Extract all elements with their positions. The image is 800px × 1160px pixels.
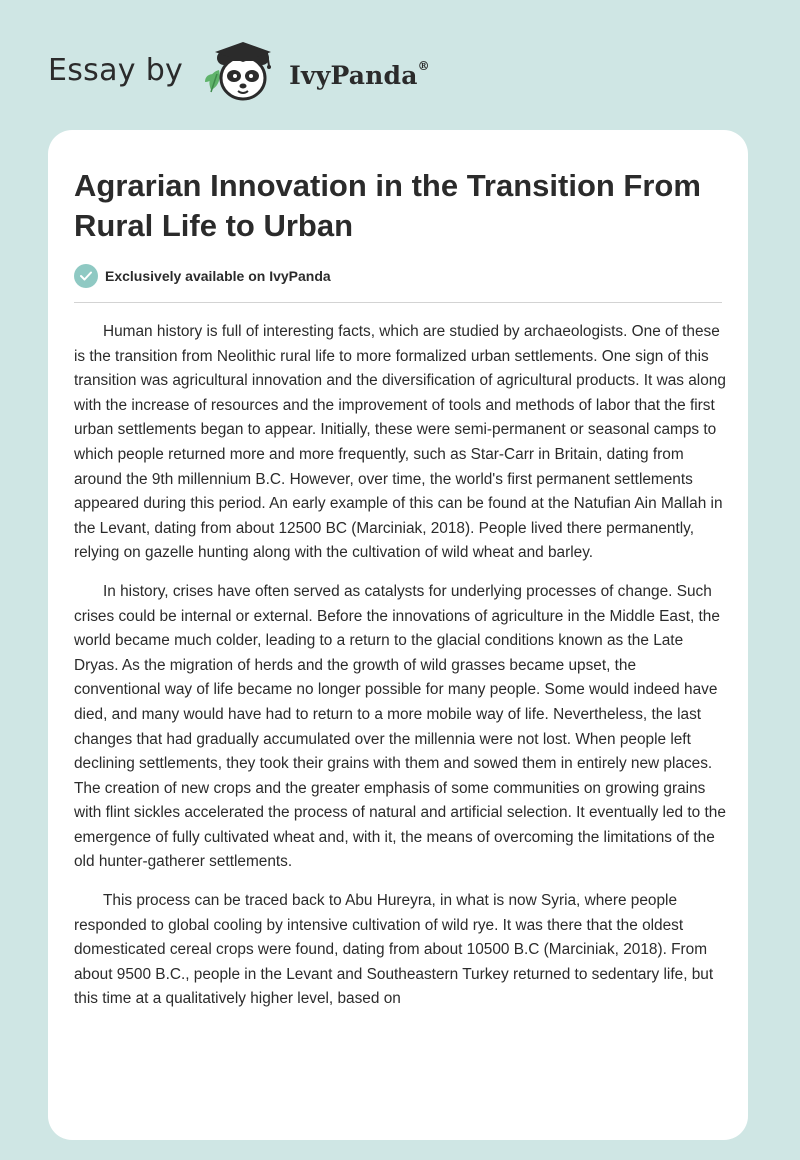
- paragraph: In history, crises have often served as catalysts for underlying processes of change. Such crises could be internal or external. Before the innovations of agriculture in the Middle East, the world became much colder, leading to a return to the glacial conditions known as the Late Dryas. As the migration of herds and the growth of wild grasses became upset, the conventional way of life became no longer possible for many people. Some would indeed have died, and many would have had to return to a more mobile way of life. Nevertheless, the last changes that had gradually accumulated over the millennia were not lost. When people left declining settlements, they took their grains with them and sowed them in entirely new places. The creation of new crops and the greater emphasis of some communities on growing grains with flint sickles accelerated the process of natural and artificial selection. It eventually led to the emergence of fully cultivated wheat and, with it, the means of overcoming the limitations of the old hunter-gatherer settlements.: [74, 582, 726, 871]
- registered-mark: ®: [417, 58, 430, 73]
- essay-title: Agrarian Innovation in the Transition From Rural Life to Urban: [74, 168, 701, 243]
- check-icon: [74, 264, 98, 288]
- site-header[interactable]: [48, 38, 430, 110]
- exclusive-badge: [74, 263, 331, 289]
- paragraph: This process can be traced back to Abu Hureyra, in what is now Syria, where people responded to global cooling by intensive cultivation of wild rye. It was there that the oldest domesticated cereal crops were found, dating from about 10500 B.C (Marciniak, 2018). From about 9500 B.C., people in the Levant and Southeastern Turkey returned to sedentary life, but this time at a qualitatively higher level, based on: [74, 892, 714, 1008]
- exclusive-badge-label: Exclusively available on IvyPanda: [105, 268, 331, 284]
- title-divider: [74, 302, 722, 303]
- essay-card: [48, 130, 748, 1140]
- brand-name: IvyPanda®: [289, 58, 430, 90]
- essay-by-label: Essay by: [48, 52, 184, 88]
- panda-graduate-logo-icon: [197, 36, 289, 113]
- essay-body: [74, 320, 726, 1026]
- paragraph: Human history is full of interesting facts, which are studied by archaeologists. One of these is the transition from Neolithic rural life to more formalized urban settlements. One sign of this transition was agricultural innovation and the diversification of agricultural products. It was along with the increase of resources and the improvement of tools and methods of labor that the first urban settlements began to appear. Initially, these were semi-permanent or seasonal camps to which people returned more and more frequently, such as Star-Carr in Britain, dating from around the 9th millennium B.C. However, over time, the world's first permanent settlements appeared during this period. An early example of this can be found at the Natufian Ain Mallah in the Levant, dating from about 12500 BC (Marciniak, 2018). People lived there permanently, relying on gazelle hunting along with the cultivation of wild wheat and barley.: [74, 323, 726, 562]
